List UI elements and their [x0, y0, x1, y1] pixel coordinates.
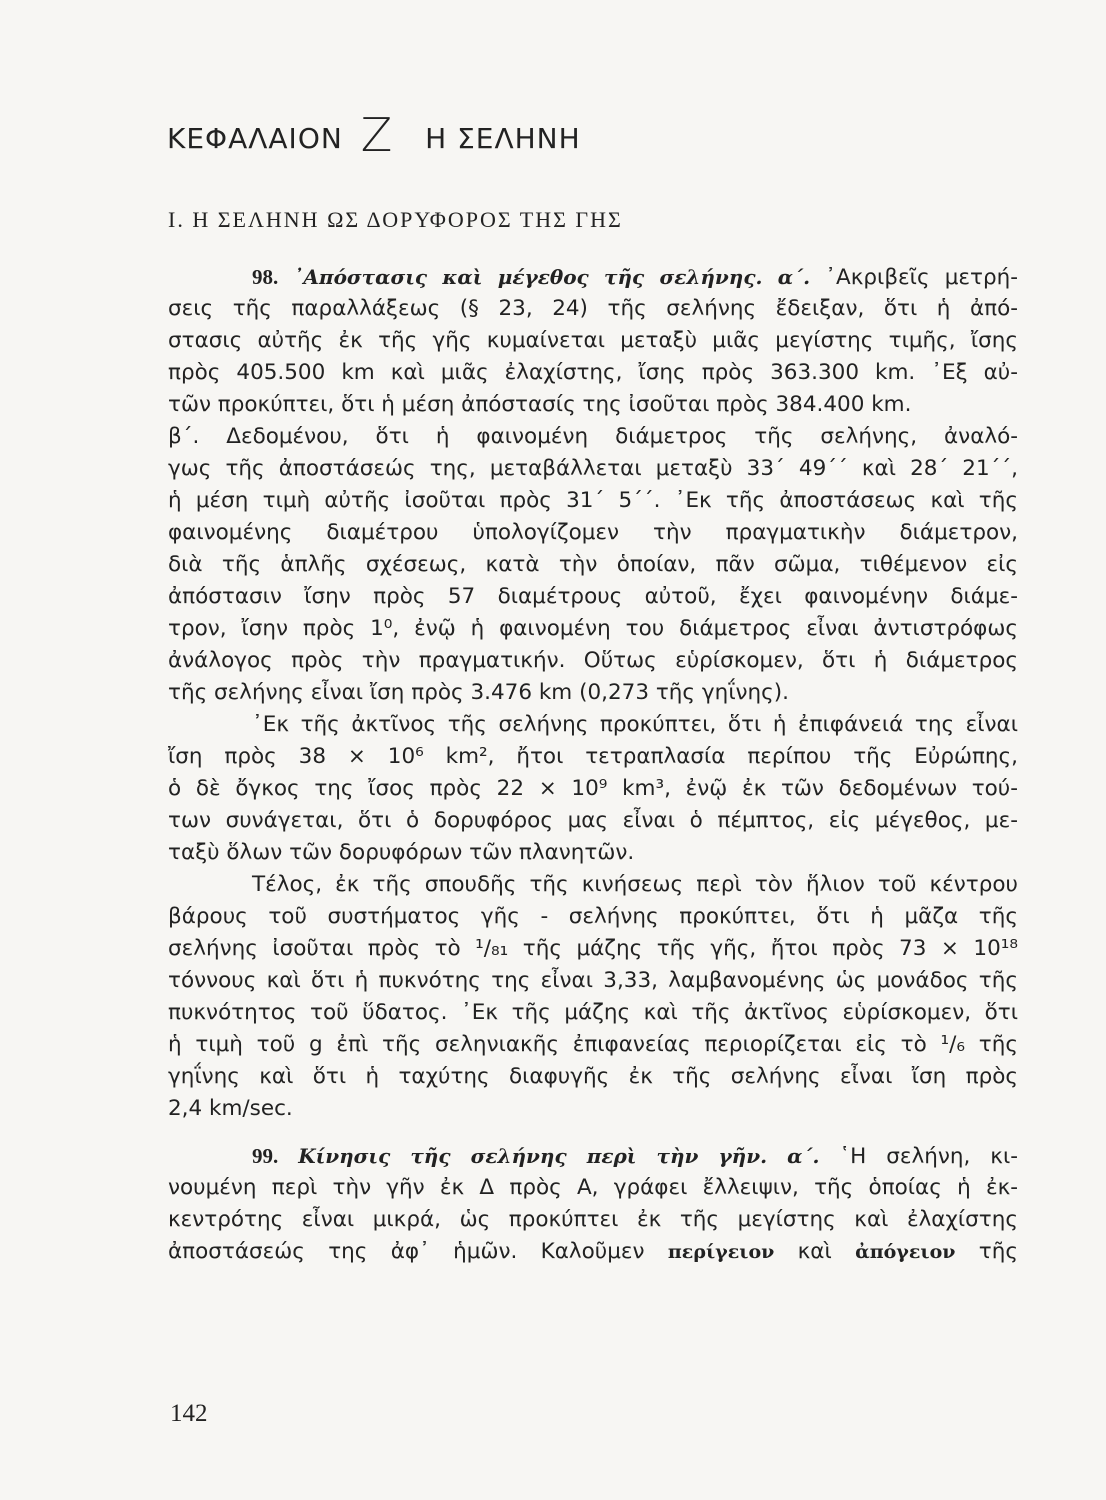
- text-line: τόννους καὶ ὅτι ἡ πυκνότης της εἶναι 3,33, λαμβανομένης ὡς μονάδος τῆς: [168, 968, 1018, 993]
- text-line: ταξὺ ὅλων τῶν δορυφόρων τῶν πλανητῶν.: [168, 840, 635, 865]
- article-number: 98.: [252, 265, 279, 289]
- text-line: φαινομένης διαμέτρου ὑπολογίζομεν τὴν πραγματικὴν διάμετρον,: [168, 520, 1018, 545]
- chapter-letter: Z: [360, 108, 394, 162]
- text-line: ἀποστάσεώς της ἀφ᾿ ἡμῶν. Καλοῦμεν περίγειον καὶ ἀπόγειον τῆς: [168, 1239, 1018, 1264]
- text-line: κεντρότης εἶναι μικρά, ὡς προκύπτει ἐκ τῆς μεγίστης καὶ ἐλαχίστης: [168, 1207, 1018, 1232]
- text-line: γηΐνης καὶ ὅτι ἡ ταχύτης διαφυγῆς ἐκ τῆς σελήνης εἶναι ἴση πρὸς: [168, 1064, 1018, 1089]
- text-line: ὁ δὲ ὄγκος της ἴσος πρὸς 22 × 10⁹ km³, ἐνῷ ἐκ τῶν δεδομένων τού-: [168, 776, 1018, 801]
- text-line: τῆς σελήνης εἶναι ἴση πρὸς 3.476 km (0,273 τῆς γηΐνης).: [168, 680, 789, 705]
- text-line: των συνάγεται, ὅτι ὁ δορυφόρος μας εἶναι ὁ πέμπτος, εἰς μέγεθος, με-: [168, 808, 1018, 833]
- article-heading: ᾿Απόστασις καὶ μέγεθος τῆς σελήνης. α΄.: [293, 265, 811, 289]
- section-title: Ι. Η ΣΕΛΗΝΗ ΩΣ ΔΟΡΥΦΟΡΟΣ ΤΗΣ ΓΗΣ: [168, 207, 623, 232]
- text-line: ἡ τιμὴ τοῦ g ἐπὶ τῆς σεληνιακῆς ἐπιφανείας περιορίζεται εἰς τὸ ¹/₆ τῆς: [168, 1032, 1018, 1057]
- term-perigee: περίγειον: [667, 1241, 775, 1263]
- body-text: [168, 261, 1018, 1268]
- text-line: βάρους τοῦ συστήματος γῆς - σελήνης προκύπτει, ὅτι ἡ μᾶζα τῆς: [168, 904, 1018, 929]
- text-line: ἴση πρὸς 38 × 10⁶ km², ἤτοι τετραπλασία περίπου τῆς Εὐρώπης,: [168, 744, 1018, 769]
- text-line: νουμένη περὶ τὴν γῆν ἐκ Δ πρὸς Α, γράφει ἔλλειψιν, τῆς ὁποίας ἡ ἐκ-: [168, 1175, 1018, 1200]
- chapter-title: Η ΣΕΛΗΝΗ: [425, 122, 581, 155]
- text-line: ἀνάλογος πρὸς τὴν πραγματικήν. Οὕτως εὑρίσκομεν, ὅτι ἡ διάμετρος: [168, 648, 1018, 673]
- text-line: β΄. Δεδομένου, ὅτι ἡ φαινομένη διάμετρος τῆς σελήνης, ἀναλό-: [168, 424, 1018, 449]
- text-line: Τέλος, ἐκ τῆς σπουδῆς τῆς κινήσεως περὶ τὸν ἥλιον τοῦ κέντρου: [252, 872, 1018, 897]
- article-number: 99.: [252, 1144, 279, 1168]
- paragraph-99-line: 99. Κίνησις τῆς σελήνης περὶ τὴν γῆν. α΄. ῾Η σελήνη, κι-: [252, 1144, 1018, 1169]
- text-line: διὰ τῆς ἁπλῆς σχέσεως, κατὰ τὴν ὁποίαν, πᾶν σῶμα, τιθέμενον εἰς: [168, 552, 1018, 577]
- chapter-heading: [167, 108, 581, 162]
- text-line: ἡ μέση τιμὴ αὐτῆς ἰσοῦται πρὸς 31΄ 5΄΄. ᾿Εκ τῆς ἀποστάσεως καὶ τῆς: [168, 488, 1018, 513]
- paragraph-98-line: 98. ᾿Απόστασις καὶ μέγεθος τῆς σελήνης. α΄. ᾿Ακριβεῖς μετρή-: [252, 265, 1018, 290]
- article-heading: Κίνησις τῆς σελήνης περὶ τὴν γῆν. α΄.: [298, 1144, 820, 1168]
- text-line: τῶν προκύπτει, ὅτι ἡ μέση ἀπόστασίς της ἰσοῦται πρὸς 384.400 km.: [168, 392, 912, 417]
- text-line: στασις αὐτῆς ἐκ τῆς γῆς κυμαίνεται μεταξὺ μιᾶς μεγίστης τιμῆς, ἴσης: [168, 328, 1018, 353]
- text-line: τρον, ἴσην πρὸς 1⁰, ἐνῷ ἡ φαινομένη του διάμετρος εἶναι ἀντιστρόφως: [168, 616, 1018, 641]
- text-line: 2,4 km/sec.: [168, 1096, 293, 1121]
- page-number: 142: [170, 1400, 208, 1427]
- text-line: ἀπόστασιν ἴσην πρὸς 57 διαμέτρους αὐτοῦ, ἔχει φαινομένην διάμε-: [168, 584, 1018, 609]
- text-line: γως τῆς ἀποστάσεώς της, μεταβάλλεται μεταξὺ 33΄ 49΄΄ καὶ 28΄ 21΄΄,: [168, 456, 1018, 481]
- text-line: ᾿Εκ τῆς ἀκτῖνος τῆς σελήνης προκύπτει, ὅτι ἡ ἐπιφάνειά της εἶναι: [252, 712, 1018, 737]
- chapter-prefix: ΚΕΦΑΛΑΙΟΝ: [167, 122, 343, 155]
- text-line: πυκνότητος τοῦ ὕδατος. ᾿Εκ τῆς μάζης καὶ τῆς ἀκτῖνος εὑρίσκομεν, ὅτι: [168, 1000, 1018, 1025]
- text-line: σελήνης ἰσοῦται πρὸς τὸ ¹/₈₁ τῆς μάζης τῆς γῆς, ἤτοι πρὸς 73 × 10¹⁸: [168, 936, 1018, 961]
- text-line: πρὸς 405.500 km καὶ μιᾶς ἐλαχίστης, ἴσης πρὸς 363.300 km. ᾿Εξ αὐ-: [168, 360, 1018, 385]
- term-apogee: ἀπόγειον: [855, 1241, 956, 1263]
- text-line: σεις τῆς παραλλάξεως (§ 23, 24) τῆς σελήνης ἔδειξαν, ὅτι ἡ ἀπό-: [168, 296, 1018, 321]
